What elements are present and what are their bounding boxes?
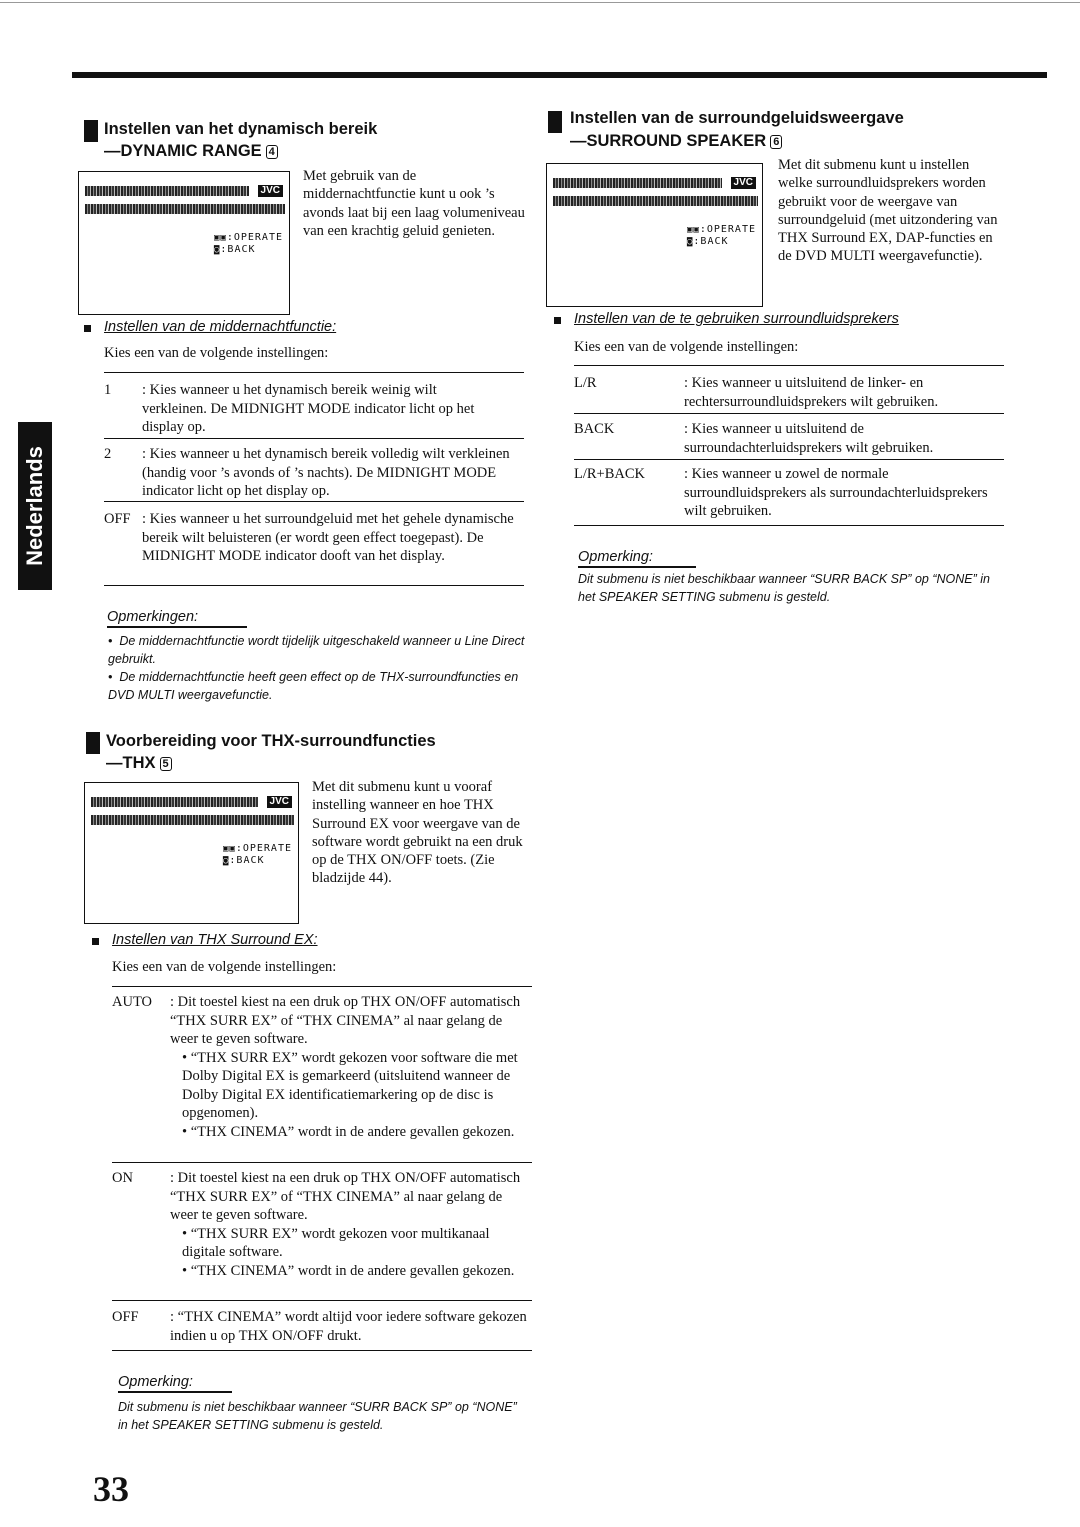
title-line-1: Instellen van de surroundgeluidsweergave [570,109,904,127]
osd-keys: ▣▣:OPERATE ◙:BACK [686,224,756,247]
section-title-dynamic-range [104,119,377,161]
option-bullet: • “THX SURR EX” wordt gekozen voor multikanaal digitale software. [182,1225,490,1260]
option-text: : “THX CINEMA” wordt altijd voor iedere software gekozen indien u op THX ON/OFF drukt. [170,1309,527,1344]
option-text: : Kies wanneer u zowel de normale surroundluidsprekers als surroundachterluidsprekers wilt gebruiken. [684,466,988,519]
option-text: : Kies wanneer u het dynamisch bereik weinig wilt verkleinen. De MIDNIGHT MODE indicator licht op het display op. [142,382,475,435]
osd-operate: OPERATE [242,843,292,854]
note-text: De middernachtfunctie wordt tijdelijk uitgeschakeld wanneer u Line Direct gebruikt. [108,634,525,666]
bullet-text: “THX SURR EX” wordt gekozen voor software die met Dolby Digital EX is gemarkeerd (uitsluitend wanneer de Dolby Digital EX identificatiemarkering op de disc is opgenomen). [182,1049,518,1121]
option-bullets [170,1225,530,1281]
table-rule [112,1300,532,1301]
option-text: : Kies wanneer u het surroundgeluid met het gehele dynamische bereik wilt beluisteren (er wordt geen effect toegepast). De MIDNIGHT MODE indicator dooft van het display. [142,511,514,564]
table-rule [104,585,524,586]
language-tab-label: Nederlands [22,446,47,566]
title-line-2: —DYNAMIC RANGE [104,142,262,160]
page-top-line [0,2,1080,3]
menu-number-icon: 4 [266,145,278,159]
table-rule [574,525,1004,526]
table-rule [112,986,532,987]
option-text: : Dit toestel kiest na een druk op THX ON/OFF automatisch “THX SURR EX” of “THX CINEMA” al naar gelang de weer te geven software. [170,1170,521,1223]
notes-title: Opmerkingen: [107,609,247,628]
subheading: Instellen van de middernachtfunctie: [104,319,337,335]
option-key: 2 [104,446,112,462]
option-body [170,1169,530,1280]
osd-operate: OPERATE [706,224,756,235]
option-key: L/R [574,375,597,391]
note-item: • De middernachtfunctie wordt tijdelijk uitgeschakeld wanneer u Line Direct gebruikt. [108,634,525,666]
option-key: BACK [574,421,615,437]
option-bullets [170,1049,530,1142]
jvc-logo: JVC [258,185,283,197]
intro-text: Met dit submenu kunt u vooraf instelling wanneer en hoe THX Surround EX voor weergave van de software wordt gebruikt na een druk op de THX ON/OFF toets. (Zie bladzijde 44). [312,779,523,887]
osd-back: BACK [236,855,265,866]
table-rule [112,1162,532,1163]
section-marker [84,120,98,142]
osd-screen-thx [84,782,299,924]
option-key: AUTO [112,994,153,1010]
note-text: Dit submenu is niet beschikbaar wanneer “SURR BACK SP” op “NONE” in het SPEAKER SETTING submenu is gesteld. [578,572,990,604]
menu-number-icon: 6 [770,135,782,149]
note-title: Opmerking: [118,1374,232,1393]
option-key: OFF [112,1309,139,1325]
table-rule [112,1350,532,1351]
osd-menu-bar [553,178,722,188]
osd-back: BACK [700,236,729,247]
option-key: L/R+BACK [574,466,646,482]
option-text: : Kies wanneer u het dynamisch bereik volledig wilt verkleinen (handig voor ’s avonds of ’s nachts). De MIDNIGHT MODE indicator licht op het display op. [142,446,510,499]
note-text: Dit submenu is niet beschikbaar wanneer “SURR BACK SP” op “NONE” in het SPEAKER SETTING submenu is gesteld. [118,1400,517,1432]
page-number: 33 [93,1469,129,1509]
table-rule [574,459,1004,460]
section-title-surround-speaker [570,108,904,151]
table-rule [104,438,524,439]
osd-screen-dynamic-range [78,171,290,315]
table-rule [574,365,1004,366]
osd-menu-bar [91,815,294,825]
option-bullet: • “THX CINEMA” wordt in de andere gevallen gekozen. [182,1123,515,1140]
bullet-text: “THX SURR EX” wordt gekozen voor multikanaal digitale software. [182,1225,490,1260]
bullet-text: “THX CINEMA” wordt in de andere gevallen gekozen. [190,1123,515,1140]
osd-menu-bar [91,797,258,807]
bullet-text: “THX CINEMA” wordt in de andere gevallen gekozen. [190,1262,515,1279]
title-line-1: Voorbereiding voor THX-surroundfuncties [106,732,436,750]
osd-operate: OPERATE [233,232,283,243]
osd-menu-bar [85,186,249,196]
intro-text: Met gebruik van de middernachtfunctie kunt u ook ’s avonds laat bij een laag volumeniveau van een krachtig geluid genieten. [303,168,525,239]
jvc-logo: JVC [267,796,292,808]
menu-number-icon: 5 [160,757,172,771]
option-text: : Dit toestel kiest na een druk op THX ON/OFF automatisch “THX SURR EX” of “THX CINEMA” al naar gelang de weer te geven software. [170,994,521,1047]
table-rule [104,501,524,502]
language-tab [18,422,52,590]
option-text: : Kies wanneer u uitsluitend de surroundachterluidsprekers wilt gebruiken. [684,421,934,456]
option-key: OFF [104,511,131,527]
table-rule [104,372,524,373]
subheading: Instellen van THX Surround EX: [112,932,318,948]
note-title: Opmerking: [578,549,696,568]
note-item: • De middernachtfunctie heeft geen effect op de THX-surroundfuncties en DVD MULTI weergavefunctie. [108,670,519,702]
subheading: Instellen van de te gebruiken surroundluidsprekers [574,311,899,327]
osd-menu-bar [553,196,758,206]
osd-menu-bar [85,204,285,214]
option-text: : Kies wanneer u uitsluitend de linker- en rechtersurroundluidsprekers wilt gebruiken. [684,375,939,410]
choose-text: Kies een van de volgende instellingen: [104,345,329,361]
table-rule [574,413,1004,414]
notes-list [108,632,528,704]
title-line-2: —THX [106,754,156,772]
section-title-thx [106,731,436,773]
osd-keys: ▣▣:OPERATE ◙:BACK [222,843,292,866]
header-rule [72,72,1047,78]
choose-text: Kies een van de volgende instellingen: [112,959,337,975]
option-key: ON [112,1170,133,1186]
jvc-logo: JVC [731,177,756,189]
choose-text: Kies een van de volgende instellingen: [574,339,799,355]
osd-keys: ▣▣:OPERATE ◙:BACK [213,232,283,255]
option-body [170,993,530,1141]
osd-back: BACK [227,244,256,255]
title-line-1: Instellen van het dynamisch bereik [104,120,378,138]
option-bullet: • “THX CINEMA” wordt in de andere gevallen gekozen. [182,1262,515,1279]
note-text: De middernachtfunctie heeft geen effect op de THX-surroundfuncties en DVD MULTI weergavefunctie. [108,670,519,702]
intro-text: Met dit submenu kunt u instellen welke surroundluidsprekers worden gebruikt voor de weergave van surroundgeluid (met uitzondering van THX Surround EX, DAP-functies en de DVD MULTI weergavefunctie). [778,157,998,265]
section-marker [86,732,100,754]
osd-screen-surround-speaker [546,163,763,307]
option-bullet: • “THX SURR EX” wordt gekozen voor software die met Dolby Digital EX is gemarkeerd (uitsluitend wanneer de Dolby Digital EX identificatiemarkering op de disc is opgenomen). [182,1049,518,1121]
title-line-2: —SURROUND SPEAKER [570,132,767,150]
section-marker [548,111,562,133]
option-key: 1 [104,382,112,398]
